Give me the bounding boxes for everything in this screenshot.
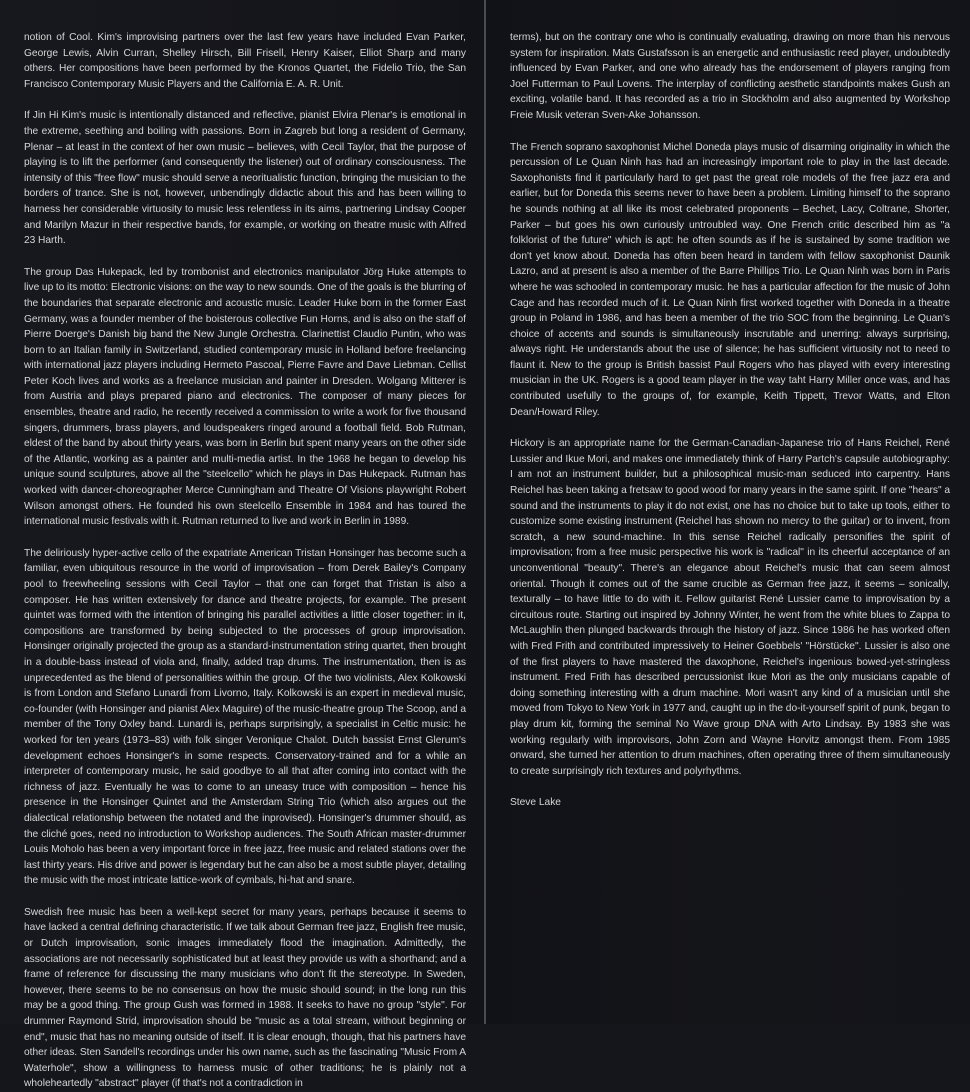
paragraph-michel-doneda: The French soprano saxophonist Michel Doneda plays music of disarming originality in which the percussion of Le Quan Ninh has had an increasingly important role to play in the last decade. Saxophonists find it particularly hard to get past the great role models of the free jazz era and earlier, but for Doneda this seems never to have been a problem. Limiting himself to the soprano he sounds nothing at all like its most celebrated proponents – Bechet, Lacy, Coltrane, Shorter, Parker – but goes his own curiously untroubled way. One French critic described him as "a folklorist of the future" which is apt: he often sounds as if he is sustained by some tradition we don't yet know about. Doneda has often been heard in tandem with fellow saxophonist Daunik Lazro, and at present is also a member of the Barre Phillips Trio. Le Quan Ninh was born in Paris where he was schooled in contemporary music. he has a particular affection for the music of John Cage and has recorded much of it. Le Quan Ninh first worked together with Doneda in a theatre group in Poland in 1986, and has been a member of the trio SOC from the beginning. Le Quan's choice of accents and sounds is simultaneously inscrutable and unerring: always surprising, always right. He understands about the use of silence; he has sufficient virtuosity not to need to flaunt it. New to the group is British bassist Paul Rogers who has played with every interesting musician in the UK. Rogers is a good team player in the way taht Harry Miller once was, and has contributed usefully to the groups of, for example, Keith Tippett, Trevor Watts, and Elton Dean/Howard Riley. [510, 141, 950, 418]
left-page [0, 0, 484, 1090]
paragraph-elvira-plenar: If Jin Hi Kim's music is intentionally distanced and reflective, pianist Elvira Plenar's is emotional in the extreme, seething and boiling with passions. Born in Zagreb but long a resident of Germany, Plenar – at least in the context of her own music – believes, with Cecil Taylor, that the purpose of playing is to lift the performer (and consequently the listener) out of ordinary consciousness. The intensity of this "free flow" music should serve a neoritualistic function, bringing the musician to the borders of trance. She is not, however, unbendingly didactic about this and has been willing to harness her considerable virtuosity to music less relentless in its aims, partnering Lindsay Cooper and Marilyn Mazur in their respective bands, for example, or working on theatre music with Alfred 23 Harth. [24, 110, 466, 247]
right-page [486, 0, 970, 1024]
paragraph-hickory: Hickory is an appropriate name for the German-Canadian-Japanese trio of Hans Reichel, René Lussier and Ikue Mori, and makes one immediately think of Harry Partch's capsule autobiography: I am not an instrument builder, but a philosophical music-man seduced into carpentry. Hans Reichel has been taking a fretsaw to good wood for many years in the same spirit. If one "hears" a sound and the instruments to play it do not exist, one has no choice but to take up tools, either to customize some existing instrument (Reichel has shown no mercy to the guitar) or to invent, from scratch, a new sound-machine. In this sense Reichel radically personifies the spirit of improvisation; from a free music perspective his work is "radical" in its cheerful acceptance of an unconventional "beauty". There's an elegance about Reichel's music that can seem almost oriental. Though it comes out of the same crucible as German free jazz, it seems – sonically, texturally – to have little to do with it. Fellow guitarist René Lussier came to improvisation by a circuitous route. Starting out inspired by Johnny Winter, he went from the white blues to Zappa to McLaughlin then plunged backwards through the history of jazz. Since 1986 he has worked often with Fred Frith and contributed impressively to Heiner Goebbels' "Hörstücke". Lussier is also one of the first players to have mastered the daxophone, Reichel's ingenious bowed-yet-stringless instrument. Fred Frith has described percussionist Ikue Mori as the only musicians capable of doing something interesting with a drum machine. Mori wasn't any kind of a musician until she moved from Tokyo to New York in 1977 and, caught up in the do-it-yourself spirit of punk, began to play drum kit, forming the seminal No Wave group DNA with Arto Lindsay. By 1983 she was working regularly with improvisors, John Zorn and Wayne Horvitz amongst them. From 1985 onward, she turned her attention to drum machines, often operating three of them simultaneously to create surprisingly rich textures and polyrhythms. [510, 438, 950, 777]
paragraph-jin-hi-kim-partners: notion of Cool. Kim's improvising partners over the last few years have included Evan Parker, George Lewis, Alvin Curran, Shelley Hirsch, Bill Frisell, Henry Kaiser, Elliot Sharp and many others. Her compositions have been performed by the Kronos Quartet, the Fidelio Trio, the San Francisco Contemporary Music Players and the California E. A. R. Unit. [24, 32, 466, 90]
paragraph-gush-continued: terms), but on the contrary one who is continually evaluating, drawing on more than his nervous system for inspiration. Mats Gustafsson is an energetic and enthusiastic reed player, undoubtedly influenced by Evan Parker, and one who already has the endorsement of players ranging from Joel Futterman to Paul Lovens. The interplay of conflicting aesthetic standpoints makes Gush an exciting, volatile band. It has recorded as a trio in Stockholm and also augmented by Workshop Freie Musik veteran Sven-Ake Johansson. [510, 32, 950, 121]
author-signature: Steve Lake [510, 797, 561, 809]
paragraph-tristan-honsinger: The deliriously hyper-active cello of the expatriate American Tristan Honsinger has become such a familiar, even ubiquitous resource in the world of improvisation – from Derek Bailey's Company pool to freewheeling sessions with Cecil Taylor – that one can forget that Tristan is also a composer. He has written extensively for dance and theatre projects, for example. The present quintet was formed with the intention of bringing his parallel activities a little closer together: in it, compositions are transformed by being subjected to the processes of group improvisation. Honsinger originally projected the group as a standard-instrumentation string quartet, then brought in a double-bass instead of viola and, finally, added trap drums. The instrumentation, then is as unprecedented as the blend of personalities within the group. Of the two violinists, Alex Kolkowski is from London and Stefano Lunardi from Livorno, Italy. Kolkowski is an expert in medieval music, co-founder (with Honsinger and pianist Alex Maguire) of the music-theatre group The Scoop, and a member of the Tony Oxley band. Lunardi is, perhaps surprisingly, a specialist in Celtic music: he worked for ten years (1973–83) with folk singer Veronique Chalot. Dutch bassist Ernst Glerum's development echoes Honsinger's in some respects. Conservatory-trained and for a while an interpreter of contemporary music, he said goodbye to all that after coming into contact with the richness of jazz. Eventually he was to come to an uneasy truce with composition – hence his presence in the Honsinger Quintet and the Amsterdam String Trio (which also argues out the dialectical relationship between the notated and the inprovised). Honsinger's drummer should, as the cliché goes, need no introduction to Workshop audiences. The South African master-drummer Louis Moholo has been a very important force in free jazz, free music and related stations over the last thirty years. His drive and power is legendary but he can also be a most subtle player, detailing the music with the most intricate lattice-work of cymbals, hi-hat and snare. [24, 547, 466, 887]
paragraph-swedish-free-music: Swedish free music has been a well-kept secret for many years, perhaps because it seems to have lacked a central defining characteristic. If we talk about German free jazz, English free music, or Dutch improvisation, sonic images immediately flood the imagination. Admittedly, the associations are not necessarily sophisticated but at least they provide us with a shorthand; and a frame of reference for discussing the many musicians who don't fit the stereotype. In Sweden, however, there seems to be no consensus on how the music should sound; in the long run this may be a good thing. The group Gush was formed in 1988. It seeks to have no group "style". For drummer Raymond Strid, improvisation should be "music as a total stream, without beginning or end", music that has no meaning outside of itself. It is clear enough, though, that his partners have other ideas. Sten Sandell's recordings under his own name, such as the fascinating "Music From A Waterhole", show a willingness to harness music of other traditions; he is plainly not a wholeheartedly "abstract" player (if that's not a contradiction in [24, 906, 466, 1090]
paragraph-das-hukepack: The group Das Hukepack, led by trombonist and electronics manipulator Jörg Huke attempts to live up to its motto: Electronic visions: on the way to new sounds. One of the goals is the blurring of the boundaries that separate electronic and acoustic music. Leader Huke born in the former East Germany, was a founder member of the boisterous collective Fun Horns, and is also on the staff of Pierre Doerge's Danish big band the New Jungle Orchestra. Clarinettist Claudio Puntin, who was born to an Italian family in Switzerland, studied contemporary music in Holland before freelancing with international jazz players including Hermeto Pascoal, Pierre Favre and Dave Liebman. Cellist Peter Koch lives and works as a freelance musician and painter in Dresden. Wolgang Mitterer is from Austria and plays prepared piano and electronics. The composer of many pieces for ensembles, theatre and radio, he recently received a commission to write a work for five thousand singers, drummers, brass players, and loudspeakers ringed around a football field. Bob Rutman, eldest of the band by about thirty years, was born in Berlin but spent many years on the other side of the Atlantic, working as a painter and multi-media artist. In the 1968 he began to develop his unique sound sculptures, above all the "steelcello" which he plays in Das Hukepack. Rutman has worked with dancer-choreographer Merce Cunningham and Theatre Of Visions playwright Robert Wilson amongst others. He founded his own steelcello Ensemble in 1984 and has toured the international music festivals with it. Rutman returned to live and work in Berlin in 1989. [24, 266, 466, 528]
